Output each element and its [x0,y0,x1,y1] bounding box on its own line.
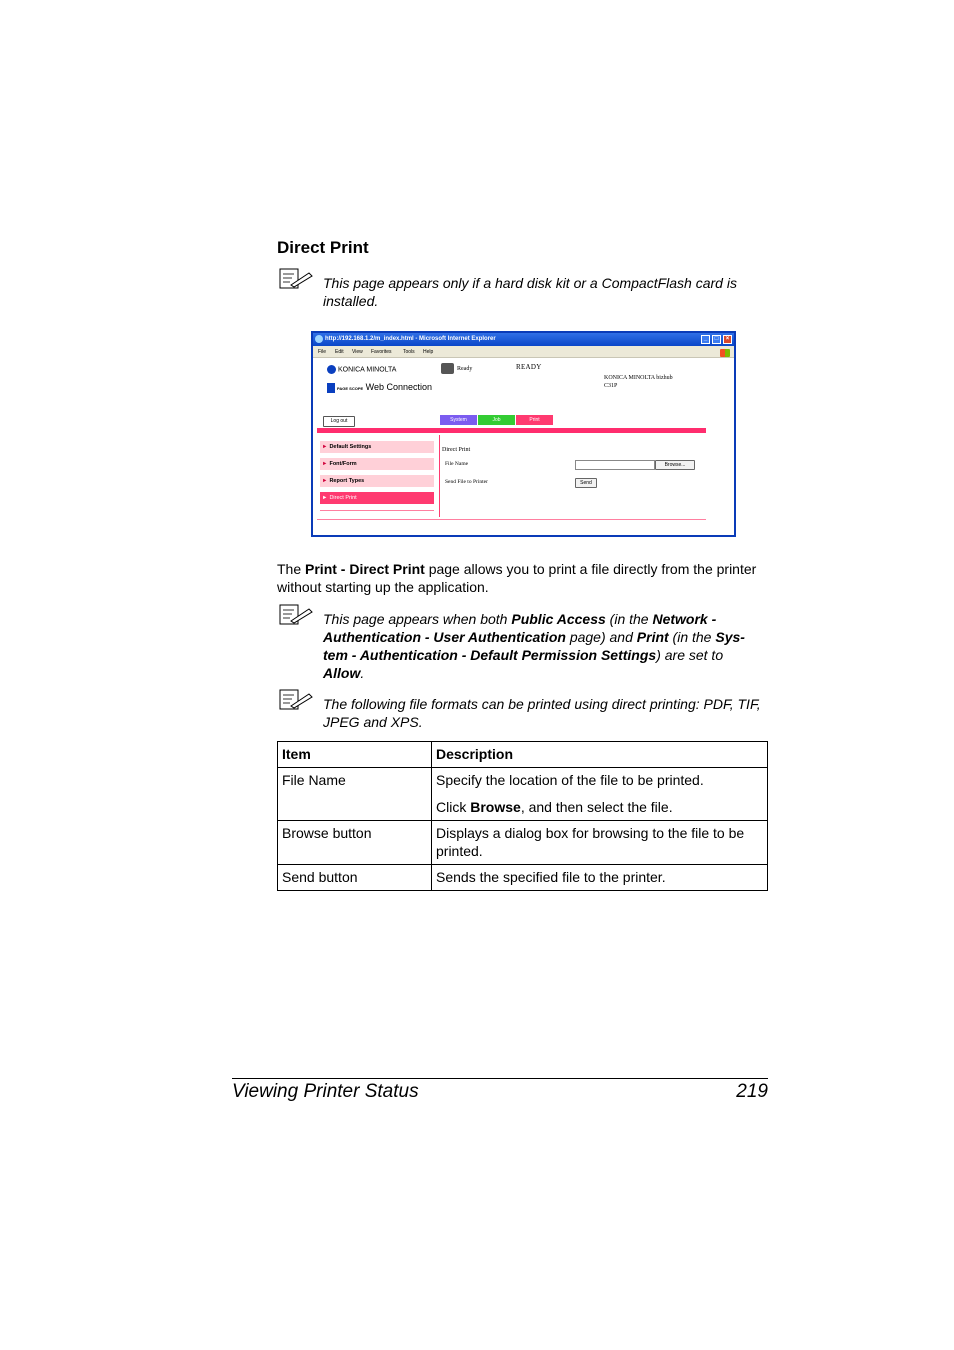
note-text: This page appears when both Public Access (in the Network - Authentication - User Authentication page) and Print (in the Sys- tem - Authentication - Default Permission Settings) are set to Allow. [323,611,745,681]
note-pencil-icon [279,604,313,626]
printer-icon [441,363,454,374]
footer-section-title: Viewing Printer Status [232,1081,419,1102]
tab-print[interactable]: Print [516,415,553,425]
triangle-right-icon: ► [322,461,328,467]
close-icon[interactable]: × [723,335,732,344]
body-paragraph: The Print - Direct Print page allows you to print a file directly from the printer without starting up the application. [277,561,757,595]
menu-tools[interactable]: Tools [403,349,415,355]
window-titlebar [313,333,734,346]
table-cell: Specify the location of the file to be printed. Click Browse, and then select the file. [432,768,768,821]
file-name-label: File Name [445,461,469,467]
triangle-right-icon: ► [322,495,328,501]
tab-underline-bar [317,428,706,433]
konica-minolta-logo: KONICA MINOLTA [327,365,396,374]
table-row [278,865,768,891]
note-pencil-icon [279,689,313,711]
browser-screenshot [311,331,736,537]
table-header-row [278,742,768,768]
maximize-icon[interactable]: □ [712,335,721,344]
printer-model: KONICA MINOLTA bizhub C31P [604,375,673,389]
konica-minolta-globe-icon [327,365,336,374]
ie-icon [315,335,323,343]
tab-system[interactable]: System [440,415,477,425]
table-cell: Browse button [278,821,432,865]
tab-job[interactable]: Job [478,415,515,425]
send-button[interactable]: Send [575,478,597,488]
windows-logo-icon [720,349,730,357]
send-file-label: Send File to Printer [445,479,488,485]
menu-edit[interactable]: Edit [335,349,344,355]
table-cell: Displays a dialog box for browsing to the file to be printed. [432,821,768,865]
menu-favorites[interactable]: Favorites [371,349,392,355]
sidebar-item-report-types[interactable]: ► Report Types [320,475,434,487]
sidebar-divider [320,510,434,511]
note-text: This page appears only if a hard disk kit or a CompactFlash card is installed. [323,275,737,309]
pagescope-icon [327,383,335,393]
bottom-divider [317,519,706,520]
printer-status: Ready [457,366,473,372]
table-row [278,768,768,821]
table-row [278,821,768,865]
menu-bar [313,346,734,358]
table-header: Description [432,742,768,768]
menu-help[interactable]: Help [423,349,434,355]
menu-file[interactable]: File [318,349,327,355]
section-heading: Direct Print [277,238,369,257]
triangle-right-icon: ► [322,478,328,484]
footer-rule [232,1078,768,1079]
menu-view[interactable]: View [352,349,363,355]
sidebar-item-direct-print[interactable]: ► Direct Print [320,492,434,504]
sidebar-item-default-settings[interactable]: ► Default Settings [320,441,434,453]
table-cell: Sends the specified file to the printer. [432,865,768,891]
content-divider [439,435,440,517]
triangle-right-icon: ► [322,444,328,450]
table-cell: Send button [278,865,432,891]
table-cell: File Name [278,768,432,821]
table-header: Item [278,742,432,768]
sidebar-item-font-form[interactable]: ► Font/Form [320,458,434,470]
window-title: http://192.168.1.2/m_index.html - Microsoft Internet Explorer [325,336,496,342]
file-name-input[interactable] [575,460,655,470]
ready-indicator: READY [516,363,542,371]
logout-button[interactable]: Log out [323,416,355,427]
page-number: 219 [736,1081,768,1102]
spec-table [277,741,768,891]
note-pencil-icon [279,268,313,290]
content-title: Direct Print [442,447,471,453]
note-text: The following file formats can be printed using direct printing: PDF, TIF, JPEG and XPS. [323,696,761,730]
pagescope-logo: PAGE SCOPE Web Connection [327,382,432,393]
browse-button[interactable]: Browse... [655,460,695,470]
minimize-icon[interactable]: _ [701,335,710,344]
